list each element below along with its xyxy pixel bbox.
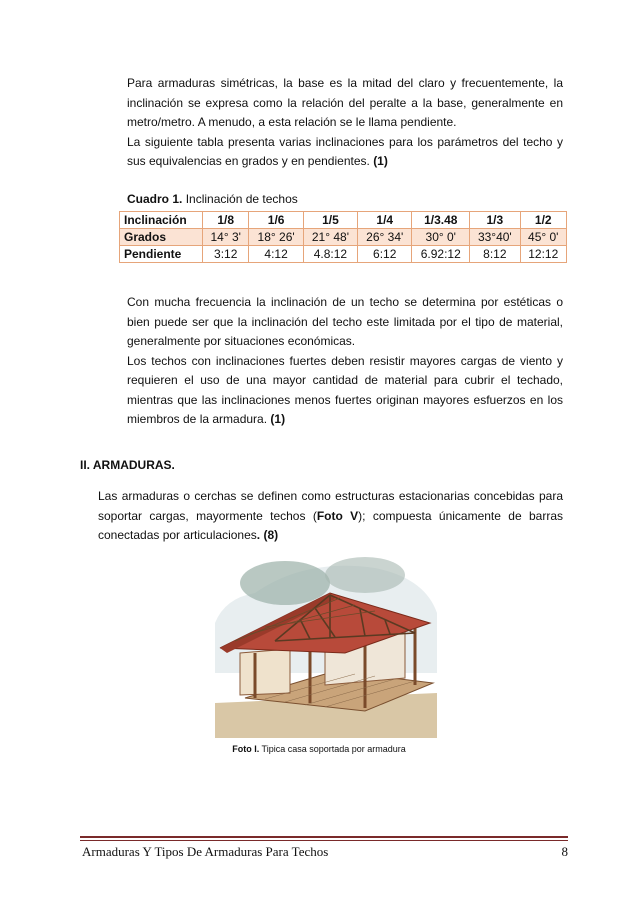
- body-text-2: [127, 352, 563, 430]
- row-header: Grados: [120, 229, 203, 246]
- photo-caption-label: Foto I.: [232, 744, 260, 754]
- row-header: Inclinación: [120, 212, 203, 229]
- table-cell: 4:12: [249, 246, 303, 263]
- body-text-2-body: Los techos con inclinaciones fuertes deben resistir mayores cargas de viento y requieren el uso de una mayor cantidad de material para cubrir el techado, mientras que las inclinaciones menos fuertes originan mayores esfuerzos en los miembros de la armadura.: [127, 353, 563, 426]
- citation-ref: (1): [373, 154, 388, 168]
- table-row: [120, 246, 567, 263]
- body-text-1: Con mucha frecuencia la inclinación de un techo se determina por estéticas o bien puede ser que la inclinación del techo este limitada por el tipo de material, generalmente por situaciones económicas.: [127, 295, 563, 348]
- table-cell: 1/5: [303, 212, 357, 229]
- intro-text-1: Para armaduras simétricas, la base es la mitad del claro y frecuentemente, la inclinación se expresa como la relación del peralte a la base, generalmente en metro/metro. A menudo, a esta relación se le llama pendiente.: [127, 76, 563, 129]
- photo-caption: [0, 744, 638, 754]
- table-caption-label: Cuadro 1.: [127, 192, 183, 206]
- footer-divider: [80, 836, 568, 838]
- page-number: 8: [561, 844, 568, 859]
- table-cell: 33°40': [470, 229, 520, 246]
- roof-inclination-table: [119, 211, 567, 263]
- table-cell: 30° 0': [412, 229, 470, 246]
- table-cell: 45° 0': [520, 229, 566, 246]
- body-paragraph: [127, 293, 563, 430]
- table-cell: 1/2: [520, 212, 566, 229]
- table-row: [120, 212, 567, 229]
- table-cell: 6:12: [358, 246, 412, 263]
- table-cell: 14° 3': [203, 229, 249, 246]
- footer-title: Armaduras Y Tipos De Armaduras Para Techos: [82, 844, 329, 859]
- table-cell: 1/8: [203, 212, 249, 229]
- table-cell: 1/4: [358, 212, 412, 229]
- truss-house-illustration: [215, 553, 437, 738]
- table-caption-text: Inclinación de techos: [185, 192, 298, 206]
- table-row: [120, 229, 567, 246]
- table-cell: 4.8:12: [303, 246, 357, 263]
- table-cell: 12:12: [520, 246, 566, 263]
- table-cell: 1/3: [470, 212, 520, 229]
- table-cell: 8:12: [470, 246, 520, 263]
- table-caption: [127, 192, 298, 206]
- table-cell: 21° 48': [303, 229, 357, 246]
- table-cell: 1/6: [249, 212, 303, 229]
- intro-text-2-body: La siguiente tabla presenta varias inclinaciones para los parámetros del techo y sus equivalencias en grados y en pendientes.: [127, 134, 563, 168]
- intro-text-2: [127, 133, 563, 172]
- armaduras-period: .: [256, 528, 261, 542]
- table-cell: 26° 34': [358, 229, 412, 246]
- citation-ref: (1): [270, 412, 286, 426]
- photo-ref: Foto V: [316, 508, 359, 523]
- armaduras-text: [98, 487, 563, 546]
- armaduras-paragraph: [98, 487, 563, 546]
- row-header: Pendiente: [120, 246, 203, 263]
- section-heading: II. ARMADURAS.: [80, 458, 175, 472]
- footer-divider-thin: [80, 840, 568, 841]
- armaduras-text-b: ); compuesta únicamente de barras conectadas por articulaciones: [98, 508, 563, 542]
- table-cell: 1/3.48: [412, 212, 470, 229]
- intro-paragraph: [127, 74, 563, 172]
- citation-ref: (8): [263, 528, 279, 542]
- photo-caption-text: Tipica casa soportada por armadura: [261, 744, 406, 754]
- table-cell: 18° 26': [249, 229, 303, 246]
- table-cell: 3:12: [203, 246, 249, 263]
- armaduras-text-a: Las armaduras o cerchas se definen como estructuras estacionarias concebidas para soportar cargas, mayormente techos (: [98, 489, 563, 523]
- table-cell: 6.92:12: [412, 246, 470, 263]
